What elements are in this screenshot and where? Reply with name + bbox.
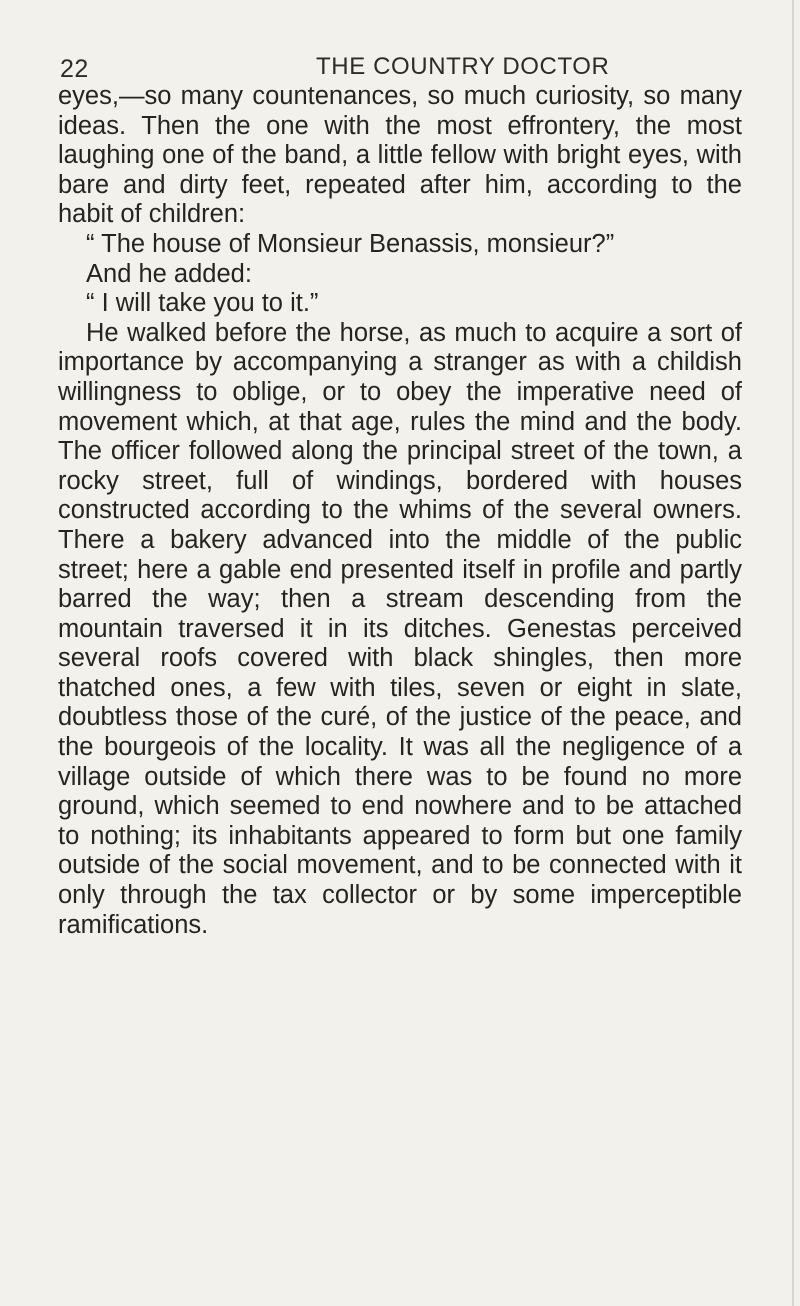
body-text [58,82,742,940]
paragraph-2: “ The house of Monsieur Benassis, monsieur?” [86,229,615,258]
paragraph-4: “ I will take you to it.” [86,289,319,318]
paragraph-5: He walked before the horse, as much to acquire a sort of importance by accompanying a stranger as with a childish willingness to oblige, or to obey the imperative need of movement which, at that age, rules the mind and the body. The officer followed along the principal street of the town, a rocky street, full of windings, bordered with houses constructed according to the whims of the several owners. There a bakery advanced into the middle of the public street; here a gable end presented itself in profile and partly barred the way; then a stream descending from the mountain traversed it in its ditches. Genestas perceived several roofs covered with black shingles, then more thatched ones, a few with tiles, seven or eight in slate, doubtless those of the curé, of the justice of the peace, and the bourgeois of the locality. It was all the negligence of a village outside of which there was to be found no more ground, which seemed to end nowhere and to be attached to nothing; its inhabitants appeared to form but one family outside of the social movement, and to be connected with it only through the tax collector or by some imperceptible ramifications. [58,318,742,939]
running-title: THE COUNTRY DOCTOR [316,53,610,80]
paragraph-3: And he added: [86,259,252,288]
page-number: 22 [60,55,89,83]
page-edge [792,0,794,1306]
paragraph-1: eyes,—so many countenances, so much curiosity, so many ideas. Then the one with the most effrontery, the most laughing one of the band, a little fellow with bright eyes, with bare and dirty feet, repeated after him, according to the habit of children: [58,82,742,229]
